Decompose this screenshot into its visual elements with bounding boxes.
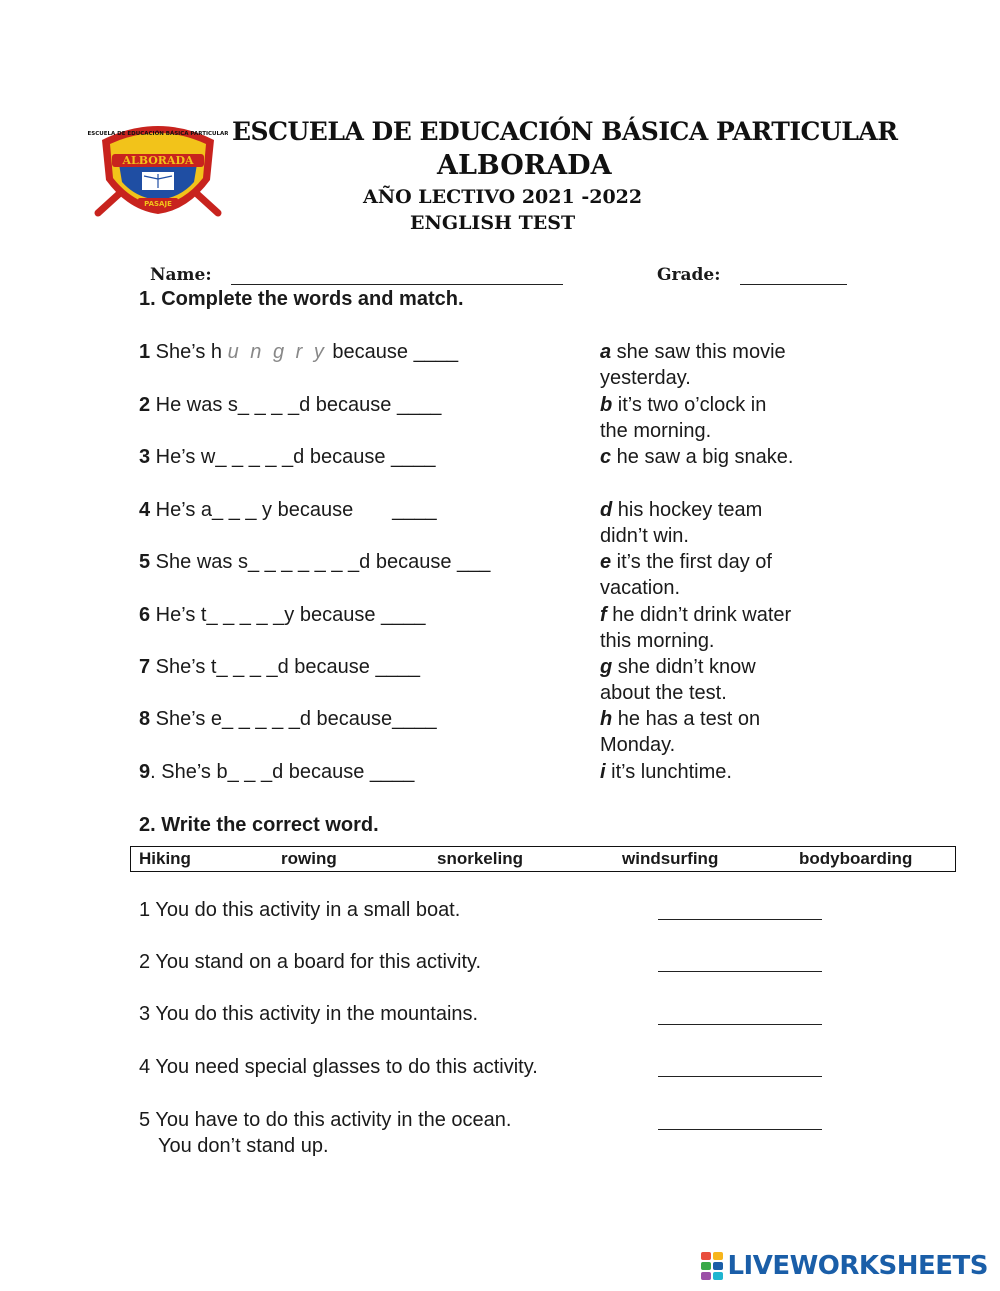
answer-text-cont: this morning. xyxy=(600,630,715,652)
liveworksheets-logo xyxy=(701,1251,988,1281)
answer-blank[interactable] xyxy=(658,1076,822,1077)
liveworksheets-grid-icon xyxy=(701,1252,723,1280)
name-label: Name: xyxy=(150,265,212,285)
answer-letter: c xyxy=(600,446,612,468)
word-bank-item: bodyboarding xyxy=(799,849,913,868)
answer-option xyxy=(600,759,732,785)
school-emblem xyxy=(88,118,228,218)
item-number: 1 xyxy=(139,341,151,363)
answer-letter: e xyxy=(600,551,612,573)
answer-text-cont: didn’t win. xyxy=(600,525,689,547)
answer-text-cont: yesterday. xyxy=(600,367,691,389)
answer-text: he has a test on xyxy=(612,708,761,730)
answer-blank[interactable] xyxy=(658,919,822,920)
answer-letter: h xyxy=(600,708,613,730)
answer-option xyxy=(600,497,762,549)
answer-option xyxy=(600,444,793,470)
school-name-line2: ALBORADA xyxy=(437,150,612,181)
item-text: She’s t_ _ _ _d because ____ xyxy=(150,656,420,678)
match-item xyxy=(139,759,414,785)
match-item xyxy=(139,549,490,575)
answer-letter: g xyxy=(600,656,613,678)
match-item xyxy=(139,654,420,680)
answer-text: his hockey team xyxy=(612,499,763,521)
emblem-bottom: PASAJE xyxy=(144,200,172,208)
item-example-answer: u n g r y xyxy=(227,341,327,363)
grade-label: Grade: xyxy=(657,265,721,285)
emblem-banner: ALBORADA xyxy=(122,154,194,167)
answer-text: he didn’t drink water xyxy=(606,604,792,626)
answer-text: it’s the first day of xyxy=(611,551,772,573)
item-number: 6 xyxy=(139,604,151,626)
answer-letter: a xyxy=(600,341,612,363)
item-text: He’s a_ _ _ y because ____ xyxy=(150,499,437,521)
item-text: She’s h xyxy=(150,341,228,363)
answer-blank[interactable] xyxy=(658,1024,822,1025)
answer-text: he saw a big snake. xyxy=(611,446,794,468)
question-text-cont: You don’t stand up. xyxy=(158,1135,329,1157)
answer-text-cont: Monday. xyxy=(600,734,676,756)
item-number: 4 xyxy=(139,499,151,521)
item-number: 2 xyxy=(139,394,151,416)
answer-text-cont: the morning. xyxy=(600,420,712,442)
match-item xyxy=(139,706,437,732)
answer-blank[interactable] xyxy=(658,1129,822,1130)
answer-option xyxy=(600,602,791,654)
school-name-line1: ESCUELA DE EDUCACIÓN BÁSICA PARTICULAR xyxy=(232,117,898,146)
grade-field[interactable] xyxy=(740,284,847,285)
answer-blank[interactable] xyxy=(658,971,822,972)
answer-text-cont: vacation. xyxy=(600,577,681,599)
answer-text: it’s two o’clock in xyxy=(612,394,767,416)
section2-title: 2. Write the correct word. xyxy=(139,814,379,836)
item-text: He was s_ _ _ _d because ____ xyxy=(150,394,442,416)
item-text: He’s t_ _ _ _ _y because ____ xyxy=(150,604,426,626)
match-item xyxy=(139,392,441,418)
match-item xyxy=(139,497,437,523)
item-number: 9 xyxy=(139,761,151,783)
item-number: 8 xyxy=(139,708,151,730)
emblem-top-text: ESCUELA DE EDUCACIÓN BÁSICA PARTICULAR xyxy=(88,131,228,137)
question-text: 2 You stand on a board for this activity. xyxy=(139,951,482,973)
match-item xyxy=(139,602,426,628)
item-number: 5 xyxy=(139,551,151,573)
word-bank-item: snorkeling xyxy=(437,849,523,868)
question-text: 4 You need special glasses to do this activity. xyxy=(139,1056,538,1078)
test-title: ENGLISH TEST xyxy=(410,212,576,234)
answer-text: it’s lunchtime. xyxy=(605,761,732,783)
answer-letter: i xyxy=(600,761,606,783)
match-item xyxy=(139,444,436,470)
word-bank-item: Hiking xyxy=(139,849,191,868)
word-bank-item: windsurfing xyxy=(622,849,719,868)
answer-letter: d xyxy=(600,499,613,521)
answer-text-cont: about the test. xyxy=(600,682,727,704)
name-field[interactable] xyxy=(231,284,563,285)
item-text: She’s e_ _ _ _ _d because____ xyxy=(150,708,437,730)
item-number: 7 xyxy=(139,656,151,678)
question-text: 5 You have to do this activity in the ocean. xyxy=(139,1109,512,1131)
item-number: 3 xyxy=(139,446,151,468)
word-bank-item: rowing xyxy=(281,849,337,868)
answer-option xyxy=(600,392,766,444)
school-year: AÑO LECTIVO 2021 -2022 xyxy=(363,186,643,208)
answer-option xyxy=(600,654,756,706)
match-item xyxy=(139,339,458,365)
answer-option xyxy=(600,339,786,391)
question-text: 1 You do this activity in a small boat. xyxy=(139,899,461,921)
liveworksheets-text: LIVEWORKSHEETS xyxy=(727,1251,988,1281)
answer-text: she saw this movie xyxy=(611,341,786,363)
item-text: . She’s b_ _ _d because ____ xyxy=(150,761,415,783)
section1-title: 1. Complete the words and match. xyxy=(139,288,464,310)
question-text: 3 You do this activity in the mountains. xyxy=(139,1003,479,1025)
answer-option xyxy=(600,549,772,601)
answer-text: she didn’t know xyxy=(612,656,756,678)
answer-letter: f xyxy=(600,604,607,626)
answer-option xyxy=(600,706,760,758)
item-text: She was s_ _ _ _ _ _ _d because ___ xyxy=(150,551,491,573)
answer-letter: b xyxy=(600,394,613,416)
item-text-end: because ____ xyxy=(326,341,459,363)
item-text: He’s w_ _ _ _ _d because ____ xyxy=(150,446,436,468)
